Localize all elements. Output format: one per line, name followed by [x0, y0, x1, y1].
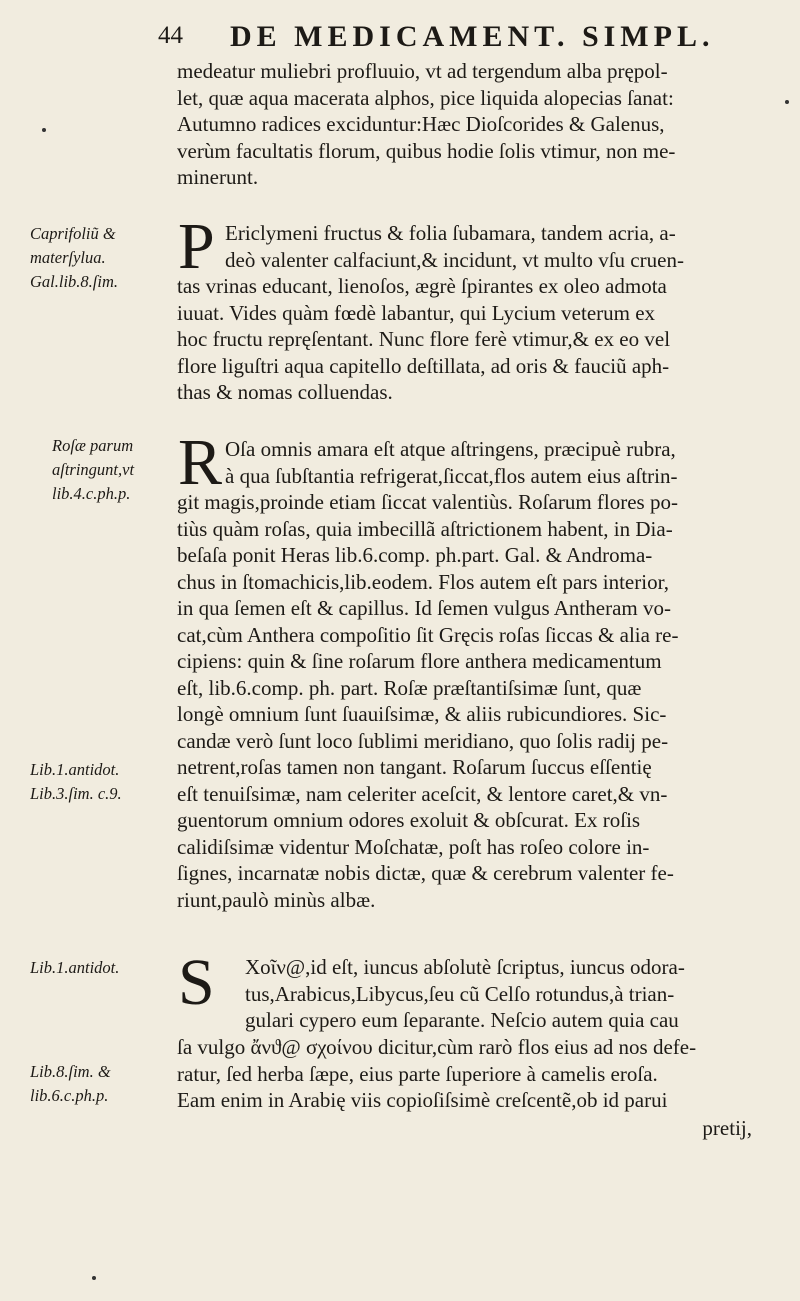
text-line: calidiſsimæ videntur Moſchatæ, poſt has roſeo colore in- [177, 834, 650, 859]
margin-line: Caprifoliũ & [30, 224, 116, 243]
catchword: pretij, [702, 1116, 752, 1140]
ink-speck [785, 100, 789, 104]
margin-note-caprifolium [30, 222, 172, 294]
text-line: à qua ſubſtantia refrigerat,ſiccat,flos autem eius aſtrin- [225, 463, 678, 488]
margin-line: lib.4.c.ph.p. [52, 484, 131, 503]
margin-note-sim [30, 1060, 172, 1108]
text-line: gulari cypero eum ſeparante. Neſcio autem quia cau [245, 1008, 679, 1032]
text-line: Autumno radices exciduntur:Hæc Dioſcorides & Galenus, [177, 112, 665, 136]
text-line: tiùs quàm roſas, quia imbecillã aſtrictionem habent, in Dia- [177, 516, 673, 541]
text-line: riunt,paulò minùs albæ. [177, 887, 376, 912]
text-line: cipiens: quin & ſine roſarum flore anthera medicamentum [177, 649, 662, 673]
text-line: guentorum omnium odores exoluit & obſcurat. Ex roſis [177, 808, 641, 832]
text-line: hoc fructu repręſentant. Nunc flore ferè vtimur,& ex eo vel [177, 327, 671, 351]
text-line: ſa vulgo ἄνϑ@ σχοίνου dicitur,cùm rarò flos eius ad nos defe- [177, 1035, 697, 1059]
ink-speck [92, 1276, 96, 1280]
text-line: Xοῖν@,id eſt, iuncus abſolutè ſcriptus, iuncus odora- [245, 955, 685, 979]
text-line: Eam enim in Arabię viis copioſiſsimè creſcentẽ,ob id parui [177, 1088, 668, 1112]
running-title: DE MEDICAMENT. SIMPL. [230, 20, 715, 53]
text-line: minerunt. [177, 165, 259, 189]
paragraph-rosa-head [225, 436, 770, 489]
text-line: in qua ſemen eſt & capillus. Id ſemen vulgus Antheram vo- [177, 596, 671, 620]
text-line: flore liguſtri aqua capitello deſtillata, ad oris & fauciũ aph- [177, 353, 670, 378]
margin-line: Lib.3.ſim. c.9. [30, 784, 122, 803]
margin-note-antidot-2 [30, 956, 172, 980]
margin-line: Lib.8.ſim. & [30, 1062, 111, 1081]
margin-line: Lib.1.antidot. [30, 958, 120, 977]
paragraph-schoenus [177, 1034, 767, 1114]
drop-cap-r: R [178, 426, 223, 499]
text-line: beſaſa ponit Heras lib.6.comp. ph.part. Gal. & Androma- [177, 543, 653, 567]
text-line: let, quæ aqua macerata alphos, pice liquida alopecias ſanat: [177, 85, 674, 110]
margin-line: Lib.1.antidot. [30, 760, 120, 779]
text-line: Oſa omnis amara eſt atque aſtringens, præcipuè rubra, [225, 437, 676, 461]
paragraph-continuation [177, 58, 767, 191]
text-line: eſt tenuiſsimæ, nam celeriter aceſcit, & lentore caret,& vn- [177, 781, 668, 806]
paragraph-rosa [177, 489, 767, 913]
margin-line: Gal.lib.8.ſim. [30, 272, 119, 291]
drop-cap-s: S [178, 946, 215, 1019]
text-line: medeatur muliebri profluuio, vt ad tergendum alba prępol- [177, 59, 668, 83]
text-line: thas & nomas colluendas. [177, 380, 393, 404]
text-line: verùm facultatis florum, quibus hodie ſolis vtimur, non me- [177, 138, 676, 163]
text-line: ratur, ſed herba ſæpe, eius parte ſuperiore à camelis eroſa. [177, 1061, 658, 1086]
margin-note-rosae [52, 434, 194, 506]
text-line: netrent,roſas tamen non tangant. Roſarum ſuccus eſſentię [177, 755, 652, 779]
page-number: 44 [158, 22, 183, 49]
drop-cap-p: P [178, 210, 215, 283]
margin-note-antidot [30, 758, 172, 806]
margin-line: Roſæ parum [52, 436, 134, 455]
margin-line: materſylua. [30, 248, 106, 267]
page-header [158, 18, 778, 54]
paragraph-periclymenum-head [225, 220, 770, 273]
text-line: Ericlymeni fructus & folia ſubamara, tandem acria, a- [225, 221, 676, 245]
text-line: tus,Arabicus,Libycus,ſeu cũ Celſo rotundus,à trian- [245, 981, 675, 1006]
text-line: longè omnium ſunt ſuauiſsimæ, & aliis rubicundiores. Sic- [177, 702, 667, 726]
text-line: deò valenter calfaciunt,& incidunt, vt multo vſu cruen- [225, 247, 684, 272]
text-line: chus in ſtomachicis,lib.eodem. Flos autem eſt pars interior, [177, 569, 669, 594]
text-line: eſt, lib.6.comp. ph. part. Roſæ præſtantiſsimæ ſunt, quæ [177, 675, 642, 700]
text-line: cat,cùm Anthera compoſitio ſit Gręcis roſas ſiccas & alia re- [177, 622, 679, 647]
margin-line: lib.6.c.ph.p. [30, 1086, 109, 1105]
text-line: ſignes, incarnatæ nobis dictæ, quæ & cerebrum valenter fe- [177, 861, 674, 885]
text-line: tas vrinas educant, lienoſos, ægrè ſpirantes ex oleo admota [177, 274, 667, 298]
text-line: iuuat. Vides quàm fœdè labantur, qui Lycium veterum ex [177, 300, 656, 325]
margin-line: aſtringunt,vt [52, 460, 135, 479]
paragraph-periclymenum [177, 273, 767, 406]
text-line: candæ verò ſunt loco ſublimi meridiano, quo ſolis radij pe- [177, 728, 669, 753]
ink-speck [42, 128, 46, 132]
paragraph-schoenus-head [245, 954, 770, 1034]
text-line: git magis,proinde etiam ſiccat valentiùs. Roſarum flores po- [177, 490, 678, 514]
